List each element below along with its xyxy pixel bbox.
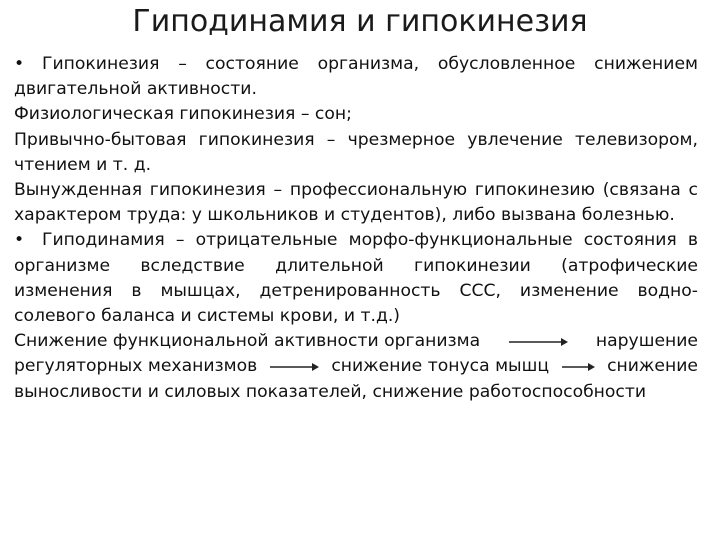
chain-line-1 (14, 329, 698, 354)
bullet-icon: • (14, 230, 25, 251)
hypodynamia-definition-text: Гиподинамия – отрицательные морфо-функциональные состояния в организме вследствие длительной гипокинезии (атрофические изменения в мышцах, детренированность ССС, изменение водно-солевого баланса и системы крови, и т.д.) (14, 230, 698, 327)
paragraph-hypokinesia-definition (14, 52, 698, 102)
arrow-right-icon (560, 361, 596, 373)
arrow-right-icon (268, 361, 320, 373)
slide-title: Гиподинамия и гипокинезия (132, 4, 588, 39)
paragraph-hypodynamia-definition (14, 228, 698, 329)
chain-line-3: выносливости и силовых показателей, снижение работоспособности (14, 381, 647, 402)
chain-step-2-cont: регуляторных механизмов (14, 356, 258, 377)
chain-line-2 (14, 354, 698, 379)
chain-step-4: снижение (607, 356, 698, 377)
paragraph-forced: Вынужденная гипокинезия – профессиональную гипокинезию (связана с характером труда: у школьников и студентов), либо вызвана болезнью. (14, 180, 698, 226)
paragraph-household: Привычно-бытовая гипокинезия – чрезмерное увлечение телевизором, чтением и т. д. (14, 129, 698, 175)
slide-body (14, 52, 698, 405)
hypokinesia-definition-text: Гипокинезия – состояние организма, обусловленное снижением двигательной активности. (14, 54, 698, 100)
chain-step-3: снижение тонуса мышц (331, 356, 550, 377)
arrow-right-icon (507, 336, 569, 348)
chain-step-2: нарушение (595, 331, 698, 352)
chain-step-1: Снижение функциональной активности организма (14, 331, 481, 352)
bullet-icon: • (14, 54, 25, 74)
paragraph-physiological: Физиологическая гипокинезия – сон; (14, 104, 352, 125)
